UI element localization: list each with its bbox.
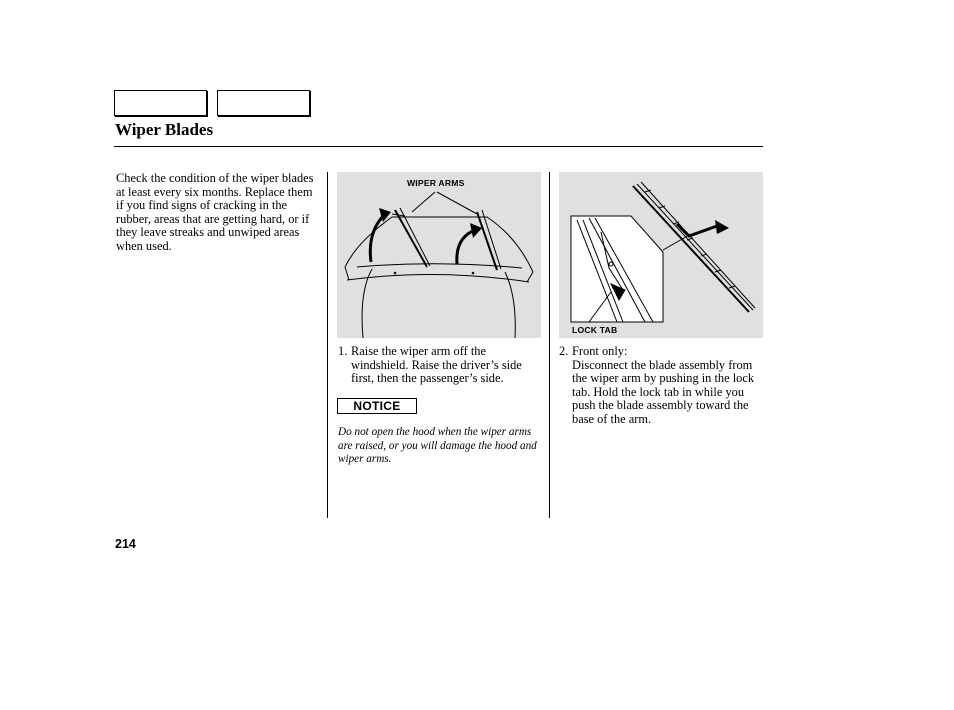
intro-paragraph: Check the condition of the wiper blades at least every six months. Replace them if you find signs of cracking in the rubber, areas that are getting hard, or if they leave streaks and unwiped areas when used. xyxy=(116,171,314,253)
title-rule xyxy=(114,146,763,147)
notice-badge: NOTICE xyxy=(337,398,417,414)
step-2 xyxy=(559,345,763,426)
column-divider-right xyxy=(549,172,550,518)
step-2-detail: Disconnect the blade assembly from the wiper arm by pushing in the lock tab. Hold the lock tab in while you push the blade assembly toward the base of the arm. xyxy=(572,357,755,426)
page-title: Wiper Blades xyxy=(115,120,214,139)
notice-text: Do not open the hood when the wiper arms are raised, or you will damage the hood and wiper arms. xyxy=(338,426,537,465)
page-number: 214 xyxy=(115,537,136,551)
step-2-text: Front only: xyxy=(572,344,628,358)
lock-tab-callout: LOCK TAB xyxy=(572,325,618,335)
step-2-number: 2. xyxy=(559,344,569,358)
column-divider-left xyxy=(327,172,328,518)
wiper-arms-illustration xyxy=(337,172,541,338)
wiper-arms-callout: WIPER ARMS xyxy=(407,178,465,188)
wiper-arms-figure xyxy=(337,172,541,338)
step-1-text: Raise the wiper arm off the windshield. Raise the driver’s side first, then the passenger’s side. xyxy=(351,344,522,385)
section-tab-1[interactable] xyxy=(114,90,207,116)
step-1 xyxy=(338,345,542,386)
step-1-number: 1. xyxy=(338,344,348,358)
lock-tab-illustration xyxy=(559,172,763,338)
lock-tab-figure xyxy=(559,172,763,338)
section-tab-2[interactable] xyxy=(217,90,310,116)
